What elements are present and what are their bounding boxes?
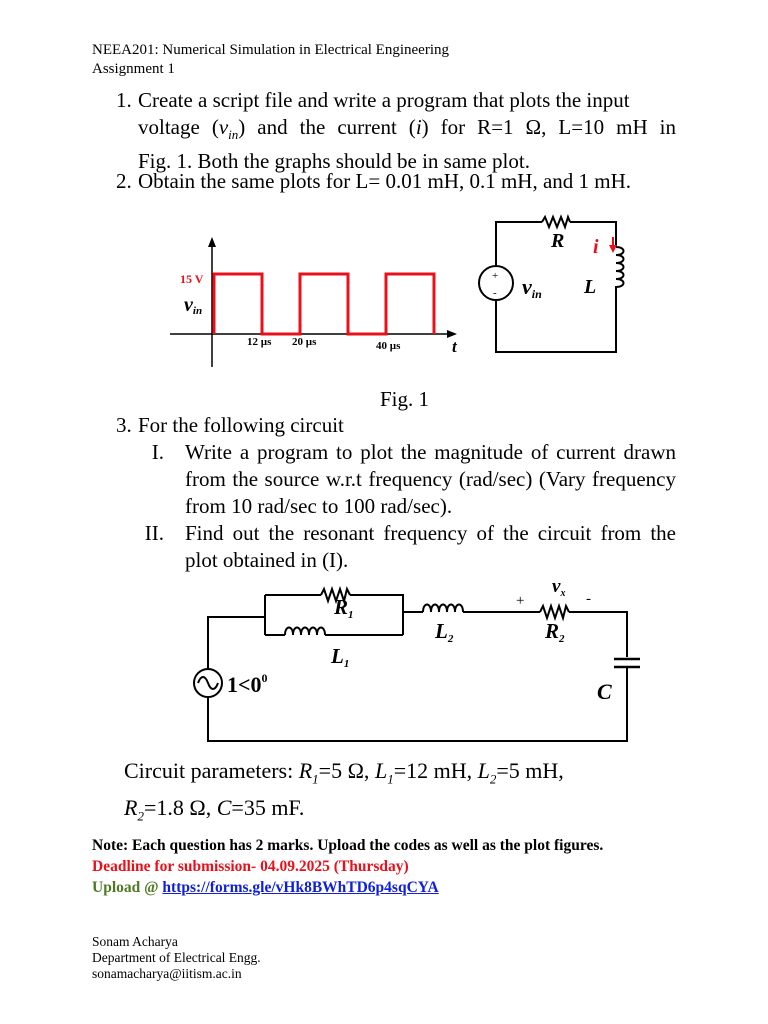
q1-vin: v: [218, 115, 229, 139]
resistor-R: [542, 217, 570, 227]
param-L1-sub: 1: [387, 771, 394, 787]
param-L2: L: [477, 758, 490, 783]
inductor-L1: [285, 628, 325, 636]
q1-number: 1.: [116, 88, 132, 112]
source-label: $1<0^0$: [227, 671, 268, 697]
wire-top-left: [496, 222, 542, 265]
q1-i: i: [415, 115, 422, 139]
param-L2-sub: 2: [489, 771, 497, 787]
input-voltage-waveform: [160, 232, 470, 372]
param-R2-val: =1.8 Ω,: [143, 795, 217, 821]
course-title: NEEA201: Numerical Simulation in Electrical Engineering: [92, 42, 449, 58]
param-L2-val: =5 mH,: [496, 758, 564, 783]
C-label: C: [597, 679, 612, 704]
author-email: sonamacharya@iitism.ac.in: [92, 966, 242, 981]
q2-number: 2.: [116, 169, 132, 193]
R-label: R: [551, 230, 565, 252]
q3-number: 3.: [116, 413, 132, 437]
q3-II-text: Find out the resonant frequency of the circuit from the plot obtained in (I).: [185, 521, 676, 572]
vx-plus: +: [516, 593, 525, 609]
rl-circuit: [470, 205, 650, 365]
par-top-right-wire: [350, 595, 403, 635]
param-R2-sub: 2: [137, 808, 144, 824]
wire-bottom: [208, 675, 627, 741]
upload-line: [92, 877, 439, 898]
assignment-title: Assignment 1: [92, 61, 175, 77]
param-L1-val: =12 mH,: [393, 758, 478, 783]
L-label: L: [584, 276, 597, 298]
fig1-caption: Fig. 1: [380, 387, 430, 411]
q1-line2: [138, 114, 676, 148]
vx-minus: -: [586, 591, 591, 607]
param-C-val: =35 mF.: [231, 795, 305, 821]
param-R1: R: [298, 758, 313, 783]
inductor-L: [616, 247, 624, 291]
param-R1-sub: 1: [312, 771, 319, 787]
q1-l2b: ) and the current (: [238, 115, 416, 139]
L2-label: L2: [435, 619, 454, 645]
q1-line3: Fig. 1. Both the graphs should be in same plot.: [138, 149, 530, 174]
wire-left-top: [208, 617, 265, 669]
R1-label: R1: [334, 595, 354, 621]
vx-label: $v_x$: [552, 576, 566, 599]
upload-label: Upload @: [92, 879, 163, 896]
q1-l2a: voltage (: [138, 115, 219, 139]
circuit-parameters: [124, 756, 676, 831]
author-name: Sonam Acharya: [92, 934, 178, 949]
L1-label: L1: [331, 644, 350, 670]
q3-text: For the following circuit: [138, 413, 344, 437]
source-minus: -: [493, 287, 497, 299]
rlc-circuit: [190, 575, 660, 750]
i-label: i: [593, 236, 599, 258]
param-R2: R: [124, 795, 138, 821]
q1-l2c: ) for R=1 Ω, L=10 mH in: [421, 115, 676, 139]
tick-40us: 40 µs: [376, 340, 401, 352]
circuit-vin-label: vin: [522, 274, 542, 301]
q1-text: [138, 87, 676, 175]
param-C: C: [216, 795, 232, 821]
q3-I-text: Write a program to plot the magnitude of current drawn from the source w.r.t frequency (rad/sec) (Vary frequency from 10 rad/sec to 100 rad/sec).: [185, 440, 676, 518]
params-lead: Circuit parameters:: [124, 758, 299, 783]
t-label: t: [452, 337, 457, 356]
q1-vin-sub: in: [228, 127, 239, 143]
wire-bottom: [496, 291, 616, 352]
q3-I-number: I.: [151, 440, 164, 464]
upload-link[interactable]: https://forms.gle/vHk8BWhTD6p4sqCYA: [162, 879, 439, 896]
wire-to-C: [569, 612, 627, 657]
amplitude-label: 15 V: [180, 272, 204, 286]
q1-line1: Create a script file and write a program that plots the input: [138, 88, 630, 112]
R2-label: R2: [545, 619, 565, 645]
author-dept: Department of Electrical Engg.: [92, 950, 261, 965]
pulse-waveform: [214, 274, 434, 334]
param-R1-val: =5 Ω,: [318, 758, 375, 783]
vin-label: vin: [184, 294, 203, 317]
y-axis-arrow: [208, 237, 216, 247]
note-text: Note: Each question has 2 marks. Upload the codes as well as the plot figures.: [92, 837, 604, 854]
param-L1: L: [374, 758, 388, 783]
tick-12us: 12 µs: [247, 336, 272, 348]
deadline-text: Deadline for submission- 04.09.2025 (Thursday): [92, 858, 409, 875]
source-plus: +: [492, 270, 499, 282]
resistor-R2: [540, 606, 569, 618]
tick-20us: 20 µs: [292, 336, 317, 348]
inductor-L2: [423, 605, 463, 613]
q2-text: Obtain the same plots for L= 0.01 mH, 0.1 mH, and 1 mH.: [138, 169, 632, 193]
current-arrow-head: [609, 245, 617, 253]
q3-II-number: II.: [144, 521, 164, 545]
